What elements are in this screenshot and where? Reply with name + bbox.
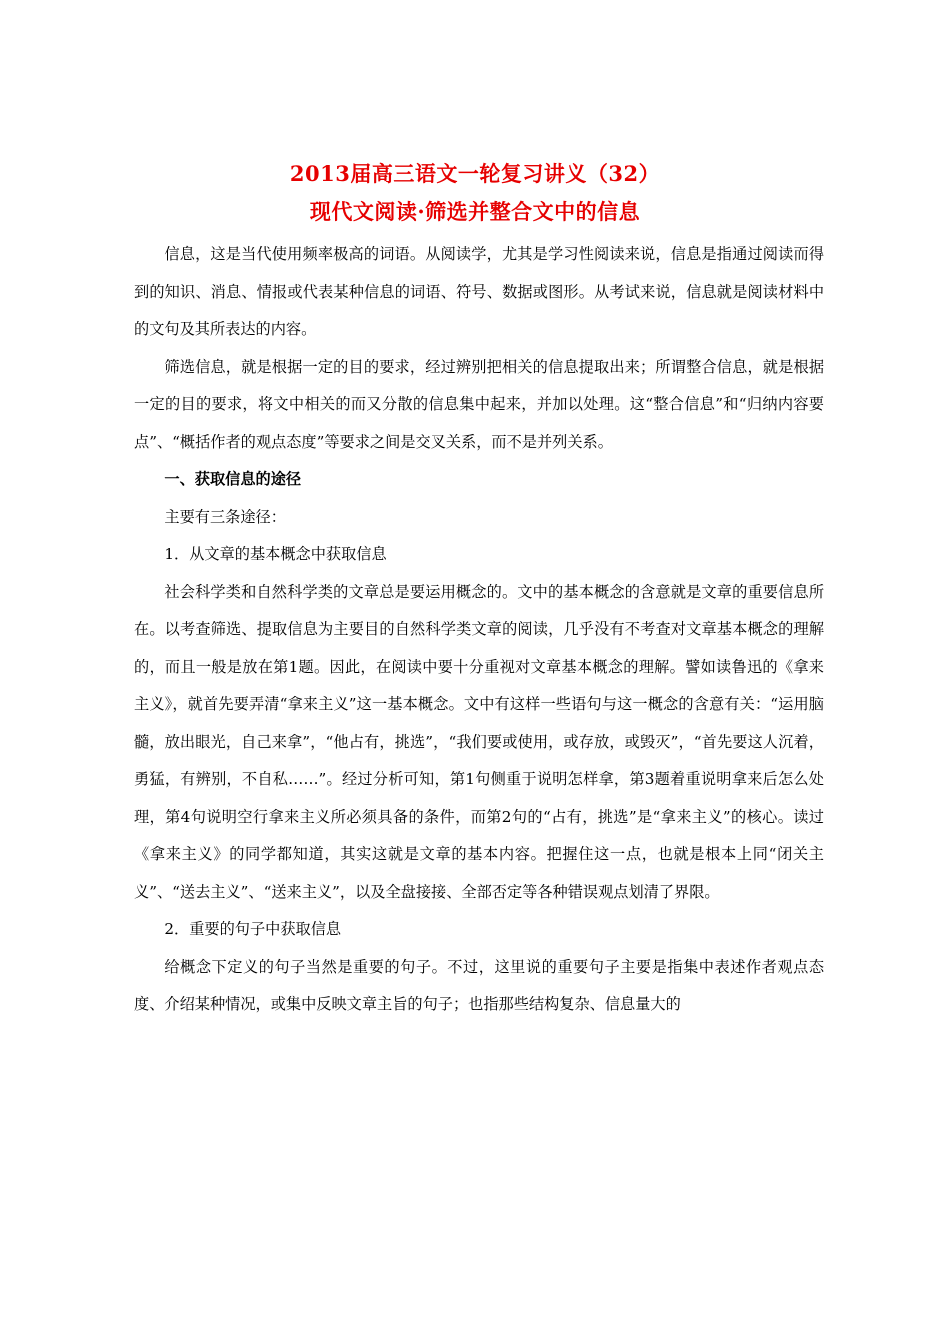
paragraph-information-definition: 信息，这是当代使用频率极高的词语。从阅读学，尤其是学习性阅读来说，信息是指通过阅读而得到的知识、消息、情报或代表某种信息的词语、符号、数据或图形。从考试来说，信息就是阅读材料中的文句及其所表达的内容。 <box>134 245 824 338</box>
subheading-basic-concepts: 1．从文章的基本概念中获取信息 <box>164 545 387 563</box>
document-subtitle: 现代文阅读·筛选并整合文中的信息 <box>309 199 641 224</box>
document-body <box>134 236 824 1024</box>
paragraph-three-ways: 主要有三条途径： <box>164 507 286 526</box>
paragraph-basic-concepts: 社会科学类和自然科学类的文章总是要运用概念的。文中的基本概念的含意就是文章的重要信息所在。以考查筛选、提取信息为主要目的自然科学类文章的阅读，几乎没有不考查对文章基本概念的理解的，而且一般是放在第1题。因此，在阅读中要十分重视对文章基本概念的理解。譬如读鲁迅的《拿来主义》，就首先要弄清“拿来主义”这一基本概念。文中有这样一些语句与这一概念的含意有关：“运用脑髓，放出眼光，自己来拿”，“他占有，挑选”，“我们要或使用，或存放，或毁灭”，“首先要这人沉着，勇猛，有辨别，不自私……”。经过分析可知，第1句侧重于说明怎样拿，第3题着重说明拿来后怎么处理，第4句说明空行拿来主义所必须具备的条件，而第2句的“占有，挑选”是“拿来主义”的核心。读过《拿来主义》的同学都知道，其实这就是文章的基本内容。把握住这一点，也就是根本上同“闭关主义”、“送去主义”、“送来主义”，以及全盘接接、全部否定等各种错误观点划清了界限。 <box>134 582 824 901</box>
paragraph-screening-integration: 筛选信息，就是根据一定的目的要求，经过辨别把相关的信息提取出来；所谓整合信息，就是根据一定的目的要求，将文中相关的而又分散的信息集中起来，并加以处理。这“整合信息”和“归纳内容要点”、“概括作者的观点态度”等要求之间是交叉关系，而不是并列关系。 <box>134 357 824 451</box>
paragraph-important-sentences: 给概念下定义的句子当然是重要的句子。不过，这里说的重要句子主要是指集中表述作者观点态度、介绍某种情况，或集中反映文章主旨的句子；也指那些结构复杂、信息量大的 <box>134 957 824 1013</box>
document-title: 2013届高三语文一轮复习讲义（32） <box>289 161 661 186</box>
subheading-important-sentences: 2．重要的句子中获取信息 <box>164 920 342 938</box>
section-heading-ways: 一、获取信息的途径 <box>164 470 302 488</box>
